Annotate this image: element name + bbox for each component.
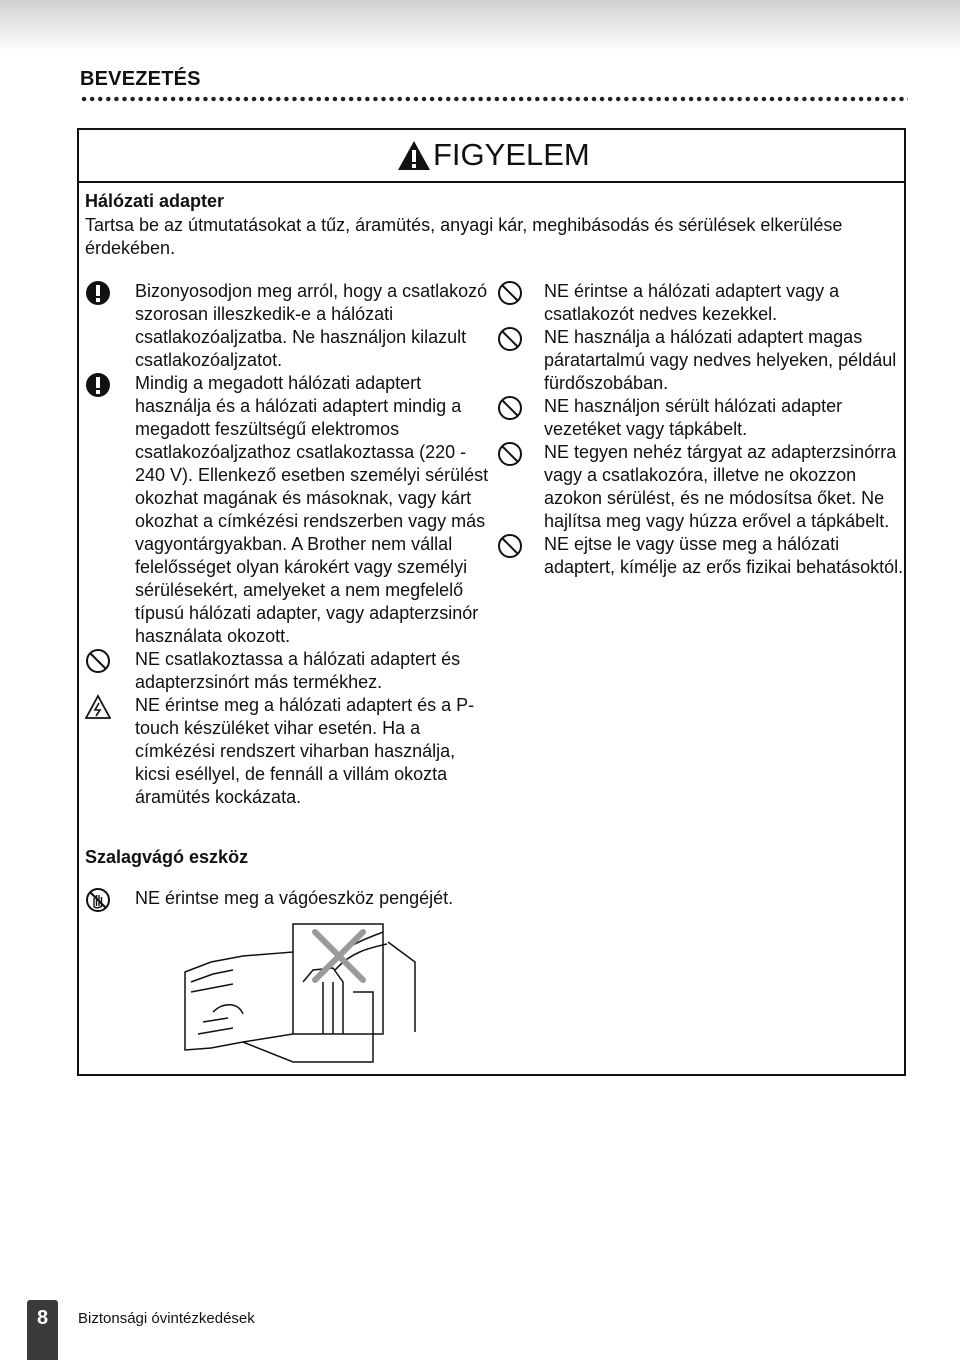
prohibited-icon bbox=[497, 441, 523, 467]
item-text: NE tegyen nehéz tárgyat az adapterzsinórra vagy a csatlakozóra, illetve ne okozzon azokon sérülést, és ne módosítsa őket. Ne hajlítsa meg vagy húzza erővel a tápkábelt. bbox=[544, 442, 897, 531]
item-text: NE csatlakoztassa a hálózati adaptert és adapterzsinórt más termékhez. bbox=[135, 649, 461, 692]
list-item bbox=[85, 280, 490, 372]
footer-chapter: Biztonsági óvintézkedések bbox=[78, 1310, 255, 1327]
prohibited-icon bbox=[85, 648, 111, 674]
list-item bbox=[493, 280, 905, 326]
list-item bbox=[493, 395, 905, 441]
cutter-list bbox=[85, 887, 685, 910]
group-intro: Tartsa be az útmutatásokat a tűz, áramütés, anyagi kár, meghibásodás és sérülések elkerülése érdekében. bbox=[85, 215, 843, 258]
prohibited-icon bbox=[497, 280, 523, 306]
exclamation-icon bbox=[85, 280, 111, 306]
warning-box bbox=[77, 128, 906, 1076]
list-item bbox=[85, 648, 490, 694]
top-gradient-band bbox=[0, 0, 960, 52]
section-label: BEVEZETÉS bbox=[80, 68, 201, 90]
item-text: NE érintse meg a vágóeszköz pengéjét. bbox=[135, 888, 454, 908]
do-not-touch-icon bbox=[85, 887, 111, 913]
group-title-tape-cutter: Szalagvágó eszköz bbox=[85, 847, 249, 867]
list-item bbox=[85, 372, 490, 648]
item-text: NE ejtse le vagy üsse meg a hálózati adaptert, kímélje az erős fizikai behatásoktól. bbox=[544, 534, 904, 577]
dotted-divider bbox=[80, 96, 908, 102]
item-text: Mindig a megadott hálózati adaptert használja és a hálózati adaptert mindig a megadott feszültségű elektromos csatlakozóaljzathoz csatlakoztassa (220 - 240 V). Ellenkező esetben személyi sérülést okozhat magának és másoknak, vagy kárt okozhat a címkézési rendszerben vagy más vagyontárgyakban. A Brother nem vállal felelősséget olyan károkért vagy személyi sérülésekért, amelyeket a nem megfelelő típusú hálózati adapter, vagy adapterzsinór használata okozott. bbox=[135, 373, 489, 646]
item-text: NE használjon sérült hálózati adapter vezetéket vagy tápkábelt. bbox=[544, 396, 843, 439]
item-text: NE használja a hálózati adaptert magas páratartalmú vagy nedves helyeken, például fürdőszobában. bbox=[544, 327, 897, 393]
cutter-blade-illustration bbox=[183, 922, 419, 1064]
warning-title-text: FIGYELEM bbox=[433, 137, 590, 172]
list-item bbox=[85, 694, 490, 809]
list-item bbox=[493, 533, 905, 579]
prohibited-icon bbox=[497, 395, 523, 421]
list-item bbox=[493, 441, 905, 533]
warning-header bbox=[79, 130, 904, 183]
list-item bbox=[85, 887, 685, 910]
item-text: NE érintse meg a hálózati adaptert és a P-touch készüléket vihar esetén. Ha a címkézési rendszert viharban használja, kicsi eséllyel, de fennáll a villám okozta áramütés kockázata. bbox=[135, 695, 475, 807]
right-column bbox=[493, 280, 905, 579]
list-item bbox=[493, 326, 905, 395]
group-title-power-adapter: Hálózati adapter bbox=[85, 191, 225, 211]
item-text: Bizonyosodjon meg arról, hogy a csatlakozó szorosan illeszkedik-e a hálózati csatlakozóaljzatba. Ne használjon kilazult csatlakozóaljzatot. bbox=[135, 281, 488, 370]
prohibited-icon bbox=[497, 326, 523, 352]
left-column bbox=[85, 280, 490, 809]
electric-shock-warning-icon bbox=[85, 694, 111, 720]
prohibited-icon bbox=[497, 533, 523, 559]
item-text: NE érintse a hálózati adaptert vagy a csatlakozót nedves kezekkel. bbox=[544, 281, 840, 324]
warning-triangle-icon bbox=[397, 140, 431, 171]
page-number-tab: 8 bbox=[27, 1300, 58, 1360]
warning-title bbox=[397, 137, 590, 173]
exclamation-icon bbox=[85, 372, 111, 398]
